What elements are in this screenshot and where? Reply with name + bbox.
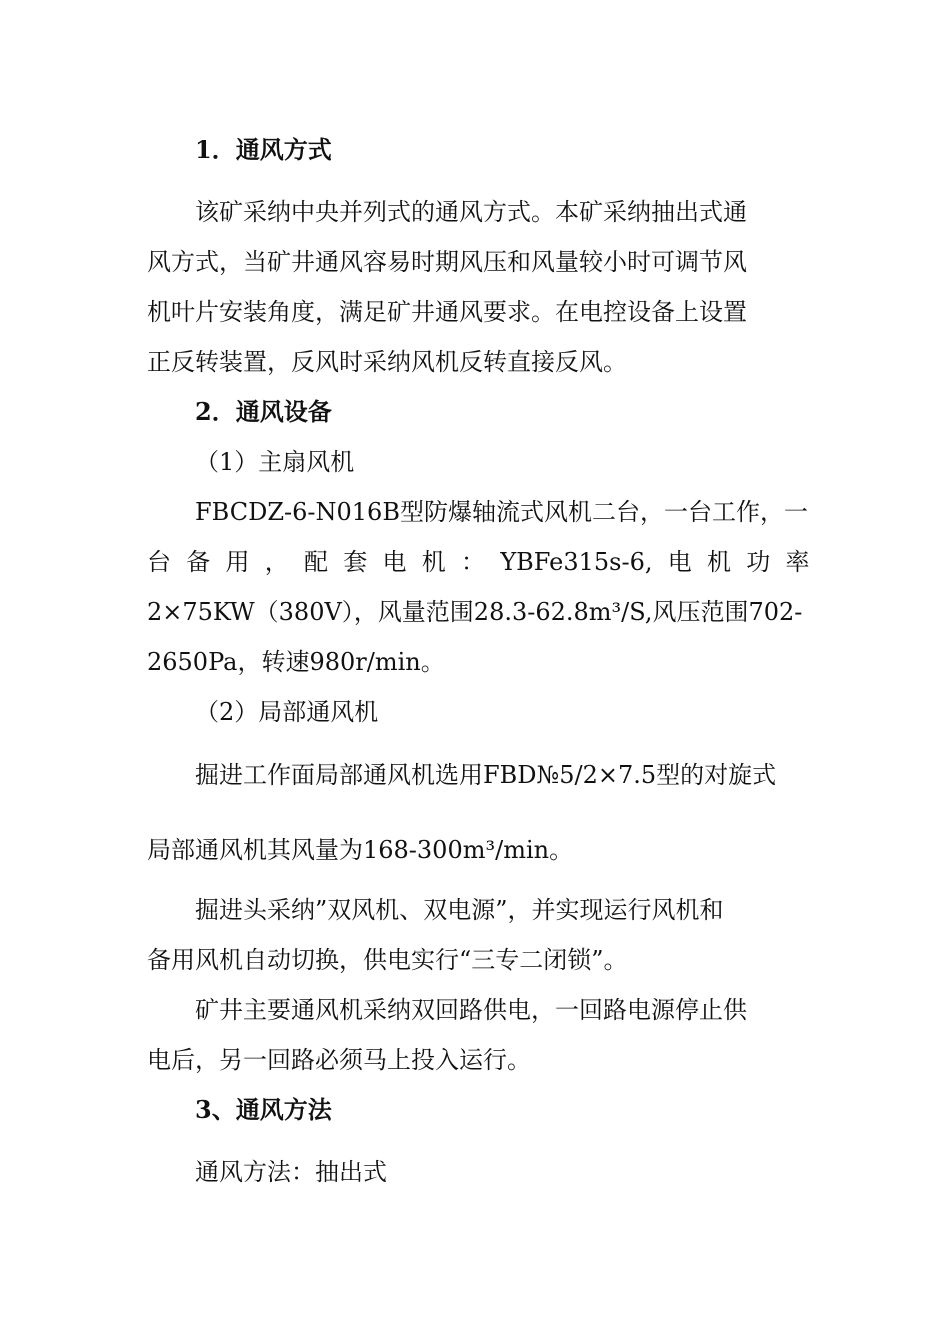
para-a-line: 备用风机自动切换，供电实行“三专二闭锁”。 [147,946,628,974]
sub1-line: FBCDZ-6-N016B型防爆轴流式风机二台，一台工作，一 [195,498,808,526]
para-b-line: 电后，另一回路必须马上投入运行。 [147,1046,531,1074]
section1-heading: 1．通风方式 [195,135,332,164]
para-b-line: 矿井主要通风机采纳双回路供电，一回路电源停止供 [195,996,747,1024]
section2-heading: 2．通风设备 [195,397,332,426]
sub1-title: （1）主扇风机 [195,448,355,476]
sub2-line: 局部通风机其风量为168-300m³/min。 [147,836,574,864]
section3-content: 通风方法：抽出式 [195,1158,387,1186]
section3-heading: 3、通风方法 [195,1095,332,1124]
section1-para-line: 机叶片安装角度，满足矿井通风要求。在电控设备上设置 [147,298,747,326]
sub1-line: 2×75KW（380V），风量范围28.3-62.8m³/S,风压范围702- [147,598,803,626]
sub1-line: 2650Pa，转速980r/min。 [147,648,445,676]
section1-para-line: 正反转装置，反风时采纳风机反转直接反风。 [147,348,627,376]
section1-para-line: 风方式，当矿井通风容易时期风压和风量较小时可调节风 [147,248,747,276]
sub1-line: 台 备 用 ， 配 套 电 机 ： YBFe315s-6, 电 机 功 率 [147,548,810,576]
sub2-title: （2）局部通风机 [195,698,379,726]
section1-para-line: 该矿采纳中央并列式的通风方式。本矿采纳抽出式通 [195,198,747,226]
para-a-line: 掘进头采纳”双风机、双电源”，并实现运行风机和 [195,896,724,924]
sub2-line: 掘进工作面局部通风机选用FBD№5/2×7.5型的对旋式 [195,761,777,789]
